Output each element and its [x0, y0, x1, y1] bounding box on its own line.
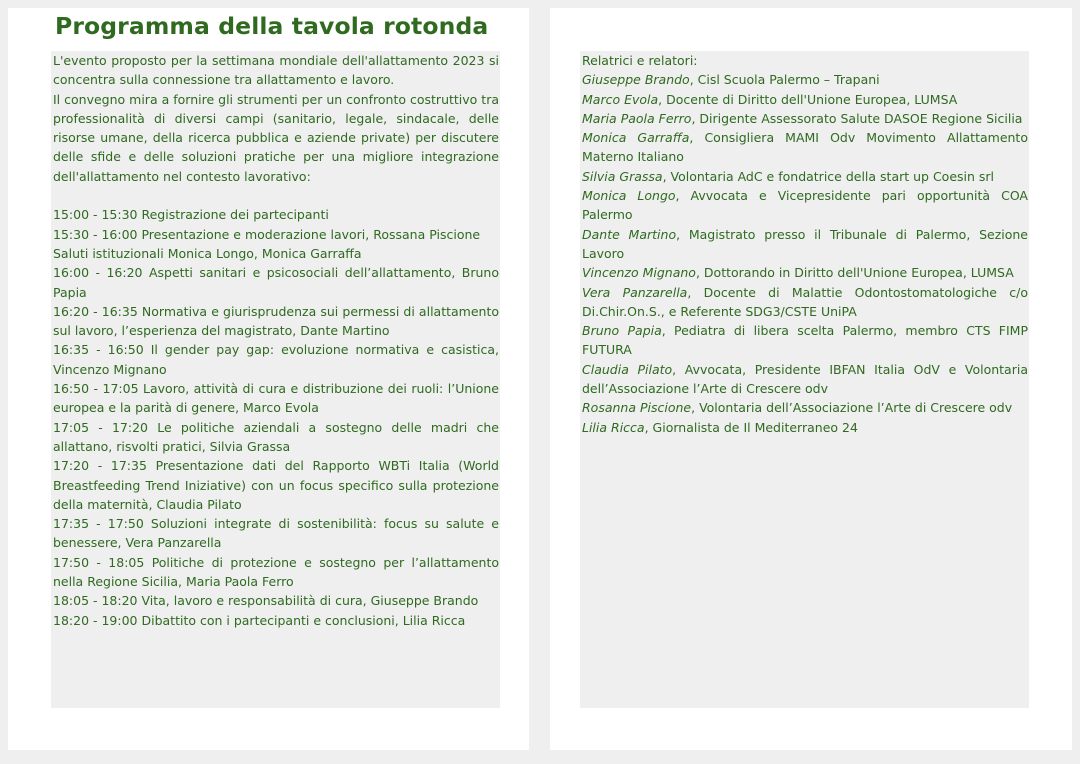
speaker-name: Claudia Pilato: [582, 361, 673, 377]
speaker-name: Vera Panzarella: [582, 284, 688, 300]
speaker-role: , Dirigente Assessorato Salute DASOE Regione Sicilia: [691, 110, 1023, 126]
speaker-role: , Consigliera MAMI Odv Movimento Allattamento Materno Italiano: [582, 130, 1028, 165]
speaker-entry: [582, 128, 1028, 167]
schedule-item: 16:00 - 16:20 Aspetti sanitari e psicosociali dell’allattamento, Bruno Papia: [53, 265, 499, 300]
intro-paragraph: L'evento proposto per la settimana mondiale dell'allattamento 2023 si concentra sulla connessione tra allattamento e lavoro.: [53, 53, 499, 88]
schedule-item: 17:35 - 17:50 Soluzioni integrate di sostenibilità: focus su salute e benessere, Vera Panzarella: [53, 516, 499, 551]
speaker-entry: [582, 263, 1028, 282]
speaker-entry: [582, 109, 1028, 128]
spacer: [53, 186, 499, 205]
speaker-name: Dante Martino: [582, 226, 677, 242]
speaker-role: , Avvocata, Presidente IBFAN Italia OdV e Volontaria dell’Associazione l’Arte di Crescere odv: [582, 361, 1028, 397]
speaker-role: , Docente di Malattie Odontostomatologiche c/o Di.Chir.On.S., e Referente SDG3/CSTE UniPA: [582, 284, 1028, 319]
speaker-name: Bruno Papia: [582, 323, 662, 339]
speaker-role: , Magistrato presso il Tribunale di Palermo, Sezione Lavoro: [582, 226, 1028, 261]
right-page: [550, 8, 1072, 750]
schedule-item: 18:05 - 18:20 Vita, lavoro e responsabilità di cura, Giuseppe Brando: [53, 593, 479, 609]
page-title: Programma della tavola rotonda: [55, 12, 489, 40]
speaker-entry: [582, 360, 1028, 399]
speaker-entry: [582, 225, 1028, 264]
speaker-role: , Giornalista de Il Mediterraneo 24: [644, 419, 858, 435]
speaker-name: Silvia Grassa: [582, 168, 663, 184]
speaker-role: , Volontaria dell’Associazione l’Arte di Crescere odv: [691, 400, 1013, 416]
intro-paragraph: Il convegno mira a fornire gli strumenti per un confronto costruttivo tra professionalità di diversi campi (sanitario, legale, sindacale, delle risorse umane, della ricerca pubblica e aziende private) per discutere delle sfide e delle soluzioni pratiche per una migliore integrazione dell'allattamento nel contesto lavorativo:: [53, 91, 499, 184]
speaker-name: Monica Garraffa: [582, 130, 690, 146]
speaker-name: Marco Evola: [582, 91, 659, 107]
schedule-item: 16:50 - 17:05 Lavoro, attività di cura e distribuzione dei ruoli: l’Unione europea e la parità di genere, Marco Evola: [53, 381, 499, 416]
speaker-entry: [582, 70, 1028, 89]
speaker-entry: [582, 167, 1028, 186]
schedule-item: 17:20 - 17:35 Presentazione dati del Rapporto WBTi Italia (World Breastfeeding Trend Iniziative) con un focus specifico sulla protezione della maternità, Claudia Pilato: [53, 458, 499, 512]
speakers-panel: [580, 51, 1029, 708]
speaker-entry: [582, 186, 1028, 225]
schedule-item: 16:20 - 16:35 Normativa e giurisprudenza sui permessi di allattamento sul lavoro, l’esperienza del magistrato, Dante Martino: [53, 303, 499, 339]
speaker-entry: [582, 90, 1028, 109]
speaker-role: , Pediatra di libera scelta Palermo, membro CTS FIMP FUTURA: [582, 323, 1028, 358]
speaker-entry: [582, 283, 1028, 322]
program-panel: [51, 51, 500, 708]
speaker-name: Vincenzo Mignano: [582, 265, 696, 281]
schedule-item: 17:05 - 17:20 Le politiche aziendali a sostegno delle madri che allattano, risvolti pratici, Silvia Grassa: [53, 419, 499, 454]
schedule-item: 15:30 - 16:00 Presentazione e moderazione lavori, Rossana Piscione: [53, 226, 481, 242]
schedule-item: 15:00 - 15:30 Registrazione dei partecipanti: [53, 207, 329, 223]
left-page: [8, 8, 529, 750]
speaker-entry: [582, 418, 1028, 437]
speaker-name: Rosanna Piscione: [582, 400, 692, 416]
speaker-name: Giuseppe Brando: [582, 72, 690, 88]
speaker-entry: [582, 321, 1028, 360]
schedule-item: 17:50 - 18:05 Politiche di protezione e sostegno per l’allattamento nella Regione Sicilia, Maria Paola Ferro: [53, 554, 499, 590]
speaker-name: Maria Paola Ferro: [582, 110, 692, 126]
speaker-name: Monica Longo: [582, 188, 676, 204]
speaker-entry: [582, 398, 1028, 417]
speaker-role: , Cisl Scuola Palermo – Trapani: [689, 72, 880, 88]
speaker-name: Lilia Ricca: [582, 419, 645, 435]
speaker-role: , Volontaria AdC e fondatrice della start up Coesin srl: [662, 168, 995, 184]
schedule-item: 16:35 - 16:50 Il gender pay gap: evoluzione normativa e casistica, Vincenzo Mignano: [53, 342, 499, 377]
speaker-role: , Dottorando in Diritto dell'Unione Europea, LUMSA: [695, 265, 1014, 281]
schedule-item: 18:20 - 19:00 Dibattito con i partecipanti e conclusioni, Lilia Ricca: [53, 612, 466, 628]
speaker-role: , Avvocata e Vicepresidente pari opportunità COA Palermo: [582, 188, 1028, 223]
schedule-item: Saluti istituzionali Monica Longo, Monica Garraffa: [53, 245, 362, 261]
speakers-heading: Relatrici e relatori:: [582, 53, 698, 68]
speaker-role: , Docente di Diritto dell'Unione Europea, LUMSA: [658, 91, 958, 107]
